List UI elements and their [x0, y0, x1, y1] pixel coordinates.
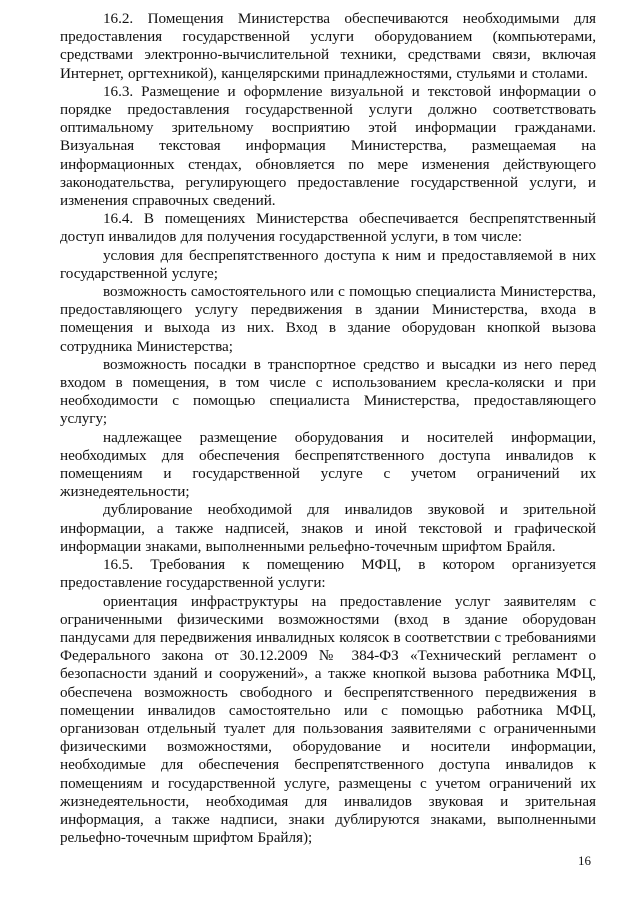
page-number: 16 [578, 853, 591, 868]
list-item-equipment-placement: надлежащее размещение оборудования и носителей информации, необходимых для обеспечения беспрепятственного доступа инвалидов к помещениям и государственной услуге с учетом ограничений их жизнедеятельности; [60, 428, 596, 501]
list-item-access-conditions: условия для беспрепятственного доступа к ним и предоставляемой в них государственной услуге; [60, 246, 596, 282]
document-page [60, 10, 596, 847]
list-item-movement: возможность самостоятельного или с помощью специалиста Министерства, предоставляющего услугу передвижения в здании Министерства, входа в помещения и выхода из них. Вход в здание оборудован кнопкой вызова сотрудника Министерства; [60, 283, 596, 355]
list-item-transport: возможность посадки в транспортное средство и высадки из него перед входом в помещения, в том числе с использованием кресла-коляски и при необходимости с помощью специалиста Министерства, предоставляющего услугу; [60, 355, 596, 428]
paragraph-16-4: 16.4. В помещениях Министерства обеспечивается беспрепятственный доступ инвалидов для получения государственной услуги, в том числе: [60, 210, 596, 246]
paragraph-16-5: 16.5. Требования к помещению МФЦ, в котором организуется предоставление государственной услуги: [60, 556, 596, 592]
list-item-braille: дублирование необходимой для инвалидов звуковой и зрительной информации, а также надписей, знаков и иной текстовой и графической информации знаками, выполненными рельефно-точечным шрифтом Брайля. [60, 501, 596, 555]
paragraph-16-3: 16.3. Размещение и оформление визуальной и текстовой информации о порядке предоставления государственной услуги должно соответствовать оптимальному зрительному восприятию этой информации гражданами. Визуальная текстовая информация Министерства, размещаемая на информационных стендах, обновляется по мере изменения действующего законодательства, регулирующего предоставление государственной услуги, и изменения справочных сведений. [60, 82, 596, 210]
paragraph-16-2: 16.2. Помещения Министерства обеспечиваются необходимыми для предоставления государственной услуги оборудованием (компьютерами, средствами электронно-вычислительной техники, средствами связи, включая Интернет, оргтехникой), канцелярскими принадлежностями, стульями и столами. [60, 10, 596, 82]
list-item-infrastructure: ориентация инфраструктуры на предоставление услуг заявителям с ограниченными физическими возможностями (вход в здание оборудован пандусами для передвижения инвалидных колясок в соответствии с требованиями Федерального закона от 30.12.2009 № 384-ФЗ «Технический регламент о безопасности зданий и сооружений», а также кнопкой вызова работника МФЦ, обеспечена возможность свободного и беспрепятственного передвижения в помещении инвалидов самостоятельно или с помощью работника МФЦ, организован отдельный туалет для пользования заявителями с ограниченными физическими возможностями, оборудование и носители информации, необходимые для обеспечения беспрепятственного доступа инвалидов к помещениям и государственной услуге, размещены с учетом ограничений их жизнедеятельности, необходимая для инвалидов звуковая и зрительная информация, а также надписи, знаки дублируются знаками, выполненными рельефно-точечным шрифтом Брайля); [60, 592, 596, 847]
